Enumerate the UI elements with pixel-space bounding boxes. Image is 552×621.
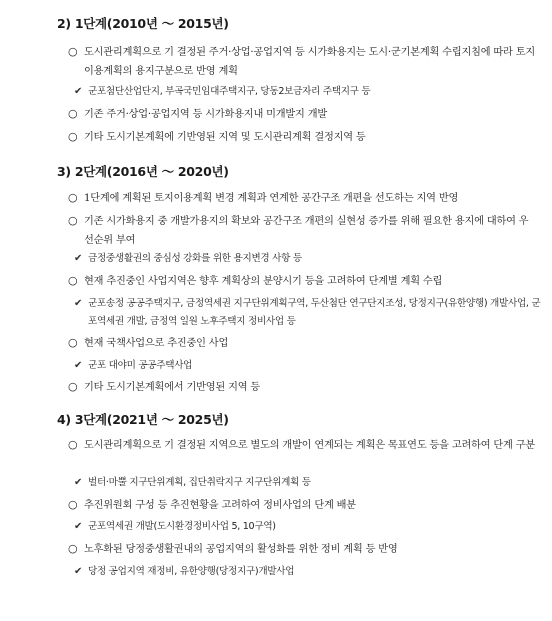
circle-bullet-icon: ○ — [68, 498, 78, 511]
list-item: ○ 추진위원회 구성 등 추진현황을 고려하여 정비사업의 단계 배분 — [68, 496, 538, 515]
list-item: ✔ 군포첨단산업단지, 부곡국민임대주택지구, 당동2보금자리 주택지구 등 — [74, 83, 544, 101]
circle-bullet-icon: ○ — [68, 214, 78, 227]
check-icon: ✔ — [74, 253, 83, 264]
circle-bullet-icon: ○ — [68, 542, 78, 555]
list-item: ○ 노후화된 당정중생활권내의 공업지역의 활성화를 위한 정비 계획 등 반영 — [68, 540, 538, 559]
list-item: ✔ 당정 공업지역 재정비, 유한양행(당정지구)개발사업 — [74, 563, 544, 581]
check-icon: ✔ — [74, 521, 83, 532]
circle-bullet-icon: ○ — [68, 130, 78, 143]
check-icon: ✔ — [74, 566, 83, 577]
circle-bullet-icon: ○ — [68, 336, 78, 349]
circle-bullet-icon: ○ — [68, 274, 78, 287]
list-item: ✔ 군포송정 공공주택지구, 금정역세권 지구단위계획구역, 두산첨단 연구단지조성, 당정지구(유한양행) 개발사업, 군포역세권 개발, 금정역 일원 노후주택지 정비사업 등 — [74, 295, 544, 331]
list-item: ○ 현재 추진중인 사업지역은 향후 계획상의 분양시기 등을 고려하여 단계별 계획 수립 — [68, 272, 538, 291]
section-heading-stage1: 2) 1단계(2010년 ～ 2015년) — [57, 16, 229, 31]
list-item: ○ 도시관리계획으로 기 결정된 주거·상업·공업지역 등 시가화용지는 도시·군기본계획 수립지침에 따라 토지이용계획의 용지구분으로 반영 계획 — [68, 45, 536, 77]
list-item: ✔ 금정중생활권의 중심성 강화를 위한 용지변경 사항 등 — [74, 250, 544, 268]
list-item: ✔ 군포역세권 개발(도시환경정비사업 5, 10구역) — [74, 518, 544, 536]
circle-bullet-icon: ○ — [68, 380, 78, 393]
section-heading-stage2: 3) 2단계(2016년 ～ 2020년) — [57, 164, 229, 179]
list-item: ○ 기존 시가화용지 중 개발가용지의 확보와 공간구조 개편의 실현성 증가를 위해 필요한 용지에 대하여 우선순위 부여 — [68, 214, 529, 246]
circle-bullet-icon: ○ — [68, 438, 78, 451]
check-icon: ✔ — [74, 477, 83, 488]
check-icon: ✔ — [74, 86, 83, 97]
check-icon: ✔ — [74, 298, 83, 309]
circle-bullet-icon: ○ — [68, 107, 78, 120]
list-item: ○ 도시관리계획으로 기 결정된 지역으로 별도의 개발이 연계되는 계획은 목표연도 등을 고려하여 단계 구분 — [68, 436, 538, 455]
list-item: ○ 기존 주거·상업·공업지역 등 시가화용지내 미개발지 개발 — [68, 105, 538, 124]
circle-bullet-icon: ○ — [68, 191, 78, 204]
check-icon: ✔ — [74, 360, 83, 371]
list-item: ○ 기타 도시기본계획에서 기반영된 지역 등 — [68, 378, 538, 397]
list-item: ○ 현재 국책사업으로 추진중인 사업 — [68, 334, 538, 353]
list-item: ○ 1단계에 계획된 토지이용계획 변경 계획과 연계한 공간구조 개편을 선도하는 지역 반영 — [68, 189, 538, 208]
list-item: ✔ 벌터·마뿔 지구단위계획, 집단취락지구 지구단위계획 등 — [74, 474, 544, 492]
list-item: ○ 기타 도시기본계획에 기반영된 지역 및 도시관리계획 결정지역 등 — [68, 128, 538, 147]
circle-bullet-icon: ○ — [68, 45, 78, 58]
section-heading-stage3: 4) 3단계(2021년 ～ 2025년) — [57, 412, 229, 427]
list-item: ✔ 군포 대야미 공공주택사업 — [74, 357, 544, 375]
